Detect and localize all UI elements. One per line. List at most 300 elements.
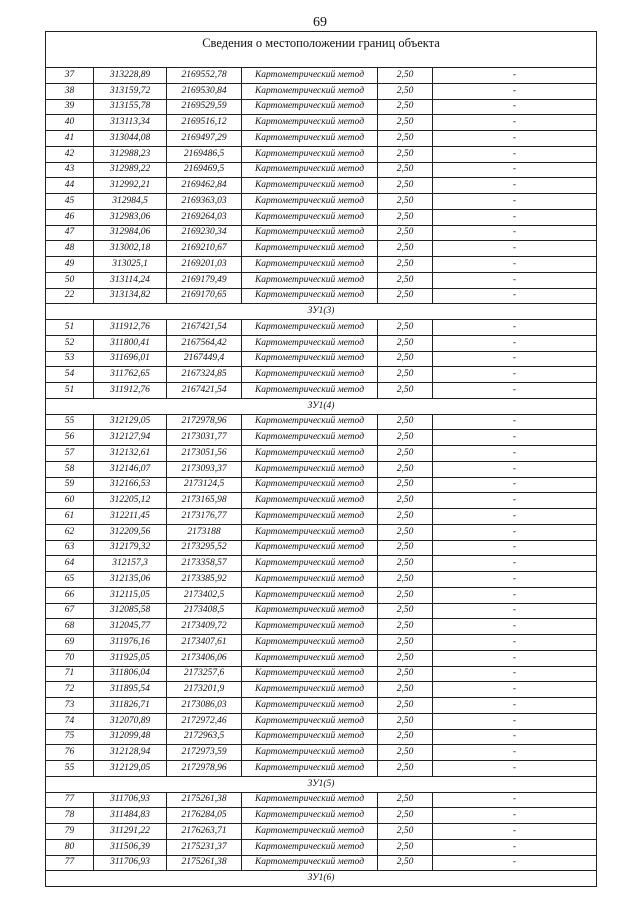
accuracy-cell: 2,50	[378, 855, 433, 871]
method-cell: Картометрический метод	[242, 68, 378, 84]
section-label: ЗУ1(4)	[46, 398, 597, 414]
accuracy-cell: 2,50	[378, 493, 433, 509]
note-cell: -	[433, 745, 597, 761]
coordinate-y-cell: 2173295,52	[167, 540, 242, 556]
coordinate-x-cell: 311762,65	[94, 367, 167, 383]
accuracy-cell: 2,50	[378, 99, 433, 115]
point-number-cell: 67	[46, 603, 94, 619]
accuracy-cell: 2,50	[378, 241, 433, 257]
coordinate-x-cell: 312085,58	[94, 603, 167, 619]
method-cell: Картометрический метод	[242, 540, 378, 556]
note-cell: -	[433, 713, 597, 729]
method-cell: Картометрический метод	[242, 146, 378, 162]
point-number-cell: 55	[46, 761, 94, 777]
method-cell: Картометрический метод	[242, 461, 378, 477]
coordinate-x-cell: 312157,3	[94, 556, 167, 572]
table-row	[46, 351, 597, 367]
note-cell: -	[433, 603, 597, 619]
coordinate-y-cell: 2167421,54	[167, 383, 242, 399]
note-cell: -	[433, 367, 597, 383]
note-cell: -	[433, 619, 597, 635]
note-cell: -	[433, 209, 597, 225]
note-cell: -	[433, 524, 597, 540]
coordinate-x-cell: 312129,05	[94, 414, 167, 430]
method-cell: Картометрический метод	[242, 603, 378, 619]
point-number-cell: 60	[46, 493, 94, 509]
coordinate-x-cell: 312179,32	[94, 540, 167, 556]
coordinate-y-cell: 2169210,67	[167, 241, 242, 257]
note-cell: -	[433, 556, 597, 572]
table-row	[46, 808, 597, 824]
table-row	[46, 619, 597, 635]
accuracy-cell: 2,50	[378, 540, 433, 556]
method-cell: Картометрический метод	[242, 556, 378, 572]
point-number-cell: 80	[46, 839, 94, 855]
coordinate-y-cell: 2169530,84	[167, 83, 242, 99]
table-row	[46, 288, 597, 304]
note-cell: -	[433, 698, 597, 714]
note-cell: -	[433, 272, 597, 288]
coordinate-y-cell: 2167564,42	[167, 335, 242, 351]
coordinate-x-cell: 311800,41	[94, 335, 167, 351]
method-cell: Картометрический метод	[242, 131, 378, 147]
section-row	[46, 871, 597, 887]
method-cell: Картометрический метод	[242, 335, 378, 351]
coordinate-y-cell: 2169363,03	[167, 194, 242, 210]
note-cell: -	[433, 761, 597, 777]
table-row	[46, 68, 597, 84]
accuracy-cell: 2,50	[378, 808, 433, 824]
note-cell: -	[433, 131, 597, 147]
table-row	[46, 194, 597, 210]
point-number-cell: 45	[46, 194, 94, 210]
coordinate-y-cell: 2172972,46	[167, 713, 242, 729]
coordinate-x-cell: 312099,48	[94, 729, 167, 745]
point-number-cell: 66	[46, 587, 94, 603]
method-cell: Картометрический метод	[242, 682, 378, 698]
point-number-cell: 52	[46, 335, 94, 351]
note-cell: -	[433, 257, 597, 273]
section-label: ЗУ1(3)	[46, 304, 597, 320]
section-row	[46, 304, 597, 320]
coordinate-x-cell: 312070,89	[94, 713, 167, 729]
note-cell: -	[433, 178, 597, 194]
coordinate-y-cell: 2173031,77	[167, 430, 242, 446]
point-number-cell: 68	[46, 619, 94, 635]
table-row	[46, 824, 597, 840]
accuracy-cell: 2,50	[378, 461, 433, 477]
accuracy-cell: 2,50	[378, 351, 433, 367]
coordinate-y-cell: 2176284,05	[167, 808, 242, 824]
accuracy-cell: 2,50	[378, 587, 433, 603]
point-number-cell: 62	[46, 524, 94, 540]
section-label: ЗУ1(6)	[46, 871, 597, 887]
method-cell: Картометрический метод	[242, 745, 378, 761]
coordinate-y-cell: 2173201,9	[167, 682, 242, 698]
coordinate-x-cell: 311706,93	[94, 792, 167, 808]
coordinate-x-cell: 311976,16	[94, 635, 167, 651]
table-row	[46, 430, 597, 446]
coordinate-x-cell: 311484,83	[94, 808, 167, 824]
coordinate-y-cell: 2169179,49	[167, 272, 242, 288]
method-cell: Картометрический метод	[242, 855, 378, 871]
coordinate-x-cell: 311895,54	[94, 682, 167, 698]
section-row	[46, 776, 597, 792]
point-number-cell: 53	[46, 351, 94, 367]
accuracy-cell: 2,50	[378, 792, 433, 808]
accuracy-cell: 2,50	[378, 666, 433, 682]
coordinate-y-cell: 2169469,5	[167, 162, 242, 178]
method-cell: Картометрический метод	[242, 320, 378, 336]
note-cell: -	[433, 461, 597, 477]
table-row	[46, 146, 597, 162]
note-cell: -	[433, 68, 597, 84]
table-row	[46, 320, 597, 336]
note-cell: -	[433, 839, 597, 855]
table-row	[46, 540, 597, 556]
boundary-coordinates-table	[45, 31, 597, 887]
method-cell: Картометрический метод	[242, 272, 378, 288]
coordinate-x-cell: 312127,94	[94, 430, 167, 446]
section-label: ЗУ1(5)	[46, 776, 597, 792]
coordinate-y-cell: 2175261,38	[167, 792, 242, 808]
point-number-cell: 37	[46, 68, 94, 84]
accuracy-cell: 2,50	[378, 146, 433, 162]
coordinate-y-cell: 2169552,78	[167, 68, 242, 84]
method-cell: Картометрический метод	[242, 257, 378, 273]
accuracy-cell: 2,50	[378, 430, 433, 446]
coordinate-y-cell: 2169529,59	[167, 99, 242, 115]
table-row	[46, 367, 597, 383]
accuracy-cell: 2,50	[378, 572, 433, 588]
note-cell: -	[433, 162, 597, 178]
coordinate-y-cell: 2173051,56	[167, 446, 242, 462]
note-cell: -	[433, 855, 597, 871]
table-row	[46, 682, 597, 698]
accuracy-cell: 2,50	[378, 839, 433, 855]
point-number-cell: 46	[46, 209, 94, 225]
point-number-cell: 22	[46, 288, 94, 304]
coordinate-x-cell: 311912,76	[94, 383, 167, 399]
coordinate-y-cell: 2173124,5	[167, 477, 242, 493]
point-number-cell: 41	[46, 131, 94, 147]
point-number-cell: 69	[46, 635, 94, 651]
note-cell: -	[433, 383, 597, 399]
table-row	[46, 115, 597, 131]
coordinate-y-cell: 2175261,38	[167, 855, 242, 871]
accuracy-cell: 2,50	[378, 225, 433, 241]
coordinate-x-cell: 313134,82	[94, 288, 167, 304]
coordinate-x-cell: 312146,07	[94, 461, 167, 477]
accuracy-cell: 2,50	[378, 83, 433, 99]
method-cell: Картометрический метод	[242, 808, 378, 824]
accuracy-cell: 2,50	[378, 509, 433, 525]
coordinate-y-cell: 2173176,77	[167, 509, 242, 525]
coordinate-y-cell: 2173406,06	[167, 650, 242, 666]
accuracy-cell: 2,50	[378, 288, 433, 304]
method-cell: Картометрический метод	[242, 698, 378, 714]
point-number-cell: 58	[46, 461, 94, 477]
point-number-cell: 39	[46, 99, 94, 115]
page-number: 69	[313, 15, 327, 30]
point-number-cell: 50	[46, 272, 94, 288]
coordinate-y-cell: 2169264,03	[167, 209, 242, 225]
table-title: Сведения о местоположении границ объекта	[46, 32, 597, 68]
point-number-cell: 51	[46, 320, 94, 336]
point-number-cell: 75	[46, 729, 94, 745]
coordinate-y-cell: 2176263,71	[167, 824, 242, 840]
coordinate-x-cell: 313002,18	[94, 241, 167, 257]
table-row	[46, 666, 597, 682]
point-number-cell: 43	[46, 162, 94, 178]
point-number-cell: 42	[46, 146, 94, 162]
method-cell: Картометрический метод	[242, 162, 378, 178]
coordinate-y-cell: 2173407,61	[167, 635, 242, 651]
coordinate-y-cell: 2172963,5	[167, 729, 242, 745]
coordinate-x-cell: 312129,05	[94, 761, 167, 777]
note-cell: -	[433, 430, 597, 446]
note-cell: -	[433, 146, 597, 162]
point-number-cell: 48	[46, 241, 94, 257]
table-row	[46, 477, 597, 493]
note-cell: -	[433, 666, 597, 682]
table-row	[46, 761, 597, 777]
accuracy-cell: 2,50	[378, 414, 433, 430]
method-cell: Картометрический метод	[242, 509, 378, 525]
point-number-cell: 64	[46, 556, 94, 572]
coordinate-x-cell: 312992,21	[94, 178, 167, 194]
point-number-cell: 55	[46, 414, 94, 430]
table-row	[46, 414, 597, 430]
accuracy-cell: 2,50	[378, 194, 433, 210]
table-row	[46, 635, 597, 651]
coordinate-y-cell: 2173086,03	[167, 698, 242, 714]
method-cell: Картометрический метод	[242, 225, 378, 241]
point-number-cell: 70	[46, 650, 94, 666]
table-row	[46, 572, 597, 588]
table-row	[46, 83, 597, 99]
point-number-cell: 71	[46, 666, 94, 682]
table-title-row	[46, 32, 597, 68]
method-cell: Картометрический метод	[242, 367, 378, 383]
note-cell: -	[433, 650, 597, 666]
note-cell: -	[433, 225, 597, 241]
table-row	[46, 446, 597, 462]
coordinate-x-cell: 311806,04	[94, 666, 167, 682]
method-cell: Картометрический метод	[242, 477, 378, 493]
note-cell: -	[433, 99, 597, 115]
accuracy-cell: 2,50	[378, 162, 433, 178]
table-row	[46, 745, 597, 761]
note-cell: -	[433, 414, 597, 430]
coordinate-y-cell: 2169497,29	[167, 131, 242, 147]
point-number-cell: 76	[46, 745, 94, 761]
point-number-cell: 79	[46, 824, 94, 840]
point-number-cell: 77	[46, 792, 94, 808]
method-cell: Картометрический метод	[242, 241, 378, 257]
table-row	[46, 792, 597, 808]
coordinate-x-cell: 312135,06	[94, 572, 167, 588]
accuracy-cell: 2,50	[378, 556, 433, 572]
table-row	[46, 162, 597, 178]
coordinate-x-cell: 312132,61	[94, 446, 167, 462]
coordinate-y-cell: 2173093,37	[167, 461, 242, 477]
coordinate-x-cell: 311912,76	[94, 320, 167, 336]
method-cell: Картометрический метод	[242, 351, 378, 367]
point-number-cell: 44	[46, 178, 94, 194]
note-cell: -	[433, 493, 597, 509]
note-cell: -	[433, 635, 597, 651]
table-row	[46, 383, 597, 399]
coordinate-y-cell: 2169516,12	[167, 115, 242, 131]
table-row	[46, 603, 597, 619]
coordinate-x-cell: 312211,45	[94, 509, 167, 525]
note-cell: -	[433, 587, 597, 603]
point-number-cell: 57	[46, 446, 94, 462]
coordinate-x-cell: 312166,53	[94, 477, 167, 493]
point-number-cell: 72	[46, 682, 94, 698]
method-cell: Картометрический метод	[242, 713, 378, 729]
accuracy-cell: 2,50	[378, 209, 433, 225]
method-cell: Картометрический метод	[242, 761, 378, 777]
method-cell: Картометрический метод	[242, 729, 378, 745]
method-cell: Картометрический метод	[242, 288, 378, 304]
point-number-cell: 78	[46, 808, 94, 824]
coordinate-y-cell: 2173358,57	[167, 556, 242, 572]
coordinate-y-cell: 2173165,98	[167, 493, 242, 509]
point-number-cell: 40	[46, 115, 94, 131]
table-row	[46, 131, 597, 147]
coordinate-y-cell: 2173257,6	[167, 666, 242, 682]
method-cell: Картометрический метод	[242, 572, 378, 588]
coordinate-x-cell: 312205,12	[94, 493, 167, 509]
point-number-cell: 56	[46, 430, 94, 446]
point-number-cell: 65	[46, 572, 94, 588]
coordinate-x-cell: 311696,01	[94, 351, 167, 367]
accuracy-cell: 2,50	[378, 320, 433, 336]
method-cell: Картометрический метод	[242, 524, 378, 540]
point-number-cell: 74	[46, 713, 94, 729]
note-cell: -	[433, 446, 597, 462]
accuracy-cell: 2,50	[378, 477, 433, 493]
note-cell: -	[433, 682, 597, 698]
table-row	[46, 241, 597, 257]
table-row	[46, 178, 597, 194]
coordinate-y-cell: 2167449,4	[167, 351, 242, 367]
method-cell: Картометрический метод	[242, 792, 378, 808]
accuracy-cell: 2,50	[378, 824, 433, 840]
note-cell: -	[433, 320, 597, 336]
coordinate-x-cell: 312984,5	[94, 194, 167, 210]
note-cell: -	[433, 572, 597, 588]
accuracy-cell: 2,50	[378, 682, 433, 698]
method-cell: Картометрический метод	[242, 587, 378, 603]
note-cell: -	[433, 335, 597, 351]
coordinate-x-cell: 311291,22	[94, 824, 167, 840]
accuracy-cell: 2,50	[378, 335, 433, 351]
accuracy-cell: 2,50	[378, 178, 433, 194]
accuracy-cell: 2,50	[378, 257, 433, 273]
coordinate-y-cell: 2169201,03	[167, 257, 242, 273]
method-cell: Картометрический метод	[242, 115, 378, 131]
accuracy-cell: 2,50	[378, 68, 433, 84]
note-cell: -	[433, 792, 597, 808]
method-cell: Картометрический метод	[242, 824, 378, 840]
method-cell: Картометрический метод	[242, 635, 378, 651]
coordinate-x-cell: 311925,05	[94, 650, 167, 666]
coordinate-x-cell: 313114,24	[94, 272, 167, 288]
accuracy-cell: 2,50	[378, 272, 433, 288]
method-cell: Картометрический метод	[242, 414, 378, 430]
accuracy-cell: 2,50	[378, 115, 433, 131]
coordinate-x-cell: 312115,05	[94, 587, 167, 603]
coordinate-y-cell: 2167421,54	[167, 320, 242, 336]
note-cell: -	[433, 241, 597, 257]
section-row	[46, 398, 597, 414]
point-number-cell: 54	[46, 367, 94, 383]
point-number-cell: 38	[46, 83, 94, 99]
table-row	[46, 99, 597, 115]
point-number-cell: 73	[46, 698, 94, 714]
method-cell: Картометрический метод	[242, 666, 378, 682]
method-cell: Картометрический метод	[242, 194, 378, 210]
note-cell: -	[433, 824, 597, 840]
table-row	[46, 225, 597, 241]
table-row	[46, 272, 597, 288]
table-row	[46, 209, 597, 225]
table-row	[46, 587, 597, 603]
coordinate-x-cell: 311706,93	[94, 855, 167, 871]
accuracy-cell: 2,50	[378, 367, 433, 383]
note-cell: -	[433, 115, 597, 131]
accuracy-cell: 2,50	[378, 603, 433, 619]
point-number-cell: 61	[46, 509, 94, 525]
table-row	[46, 335, 597, 351]
accuracy-cell: 2,50	[378, 619, 433, 635]
coordinate-y-cell: 2169230,34	[167, 225, 242, 241]
note-cell: -	[433, 288, 597, 304]
coordinate-y-cell: 2167324,85	[167, 367, 242, 383]
method-cell: Картометрический метод	[242, 209, 378, 225]
coordinate-y-cell: 2169486,5	[167, 146, 242, 162]
coordinate-y-cell: 2172978,96	[167, 414, 242, 430]
coordinate-y-cell: 2172978,96	[167, 761, 242, 777]
coordinate-x-cell: 312983,06	[94, 209, 167, 225]
method-cell: Картометрический метод	[242, 383, 378, 399]
table-row	[46, 650, 597, 666]
method-cell: Картометрический метод	[242, 178, 378, 194]
coordinate-y-cell: 2173408,5	[167, 603, 242, 619]
table-row	[46, 698, 597, 714]
accuracy-cell: 2,50	[378, 745, 433, 761]
method-cell: Картометрический метод	[242, 650, 378, 666]
coordinate-x-cell: 313155,78	[94, 99, 167, 115]
accuracy-cell: 2,50	[378, 713, 433, 729]
table-row	[46, 257, 597, 273]
method-cell: Картометрический метод	[242, 493, 378, 509]
point-number-cell: 59	[46, 477, 94, 493]
point-number-cell: 47	[46, 225, 94, 241]
coordinate-y-cell: 2173385,92	[167, 572, 242, 588]
table-row	[46, 729, 597, 745]
note-cell: -	[433, 509, 597, 525]
method-cell: Картометрический метод	[242, 99, 378, 115]
accuracy-cell: 2,50	[378, 698, 433, 714]
coordinate-x-cell: 312209,56	[94, 524, 167, 540]
note-cell: -	[433, 351, 597, 367]
coordinate-x-cell: 313025,1	[94, 257, 167, 273]
method-cell: Картометрический метод	[242, 446, 378, 462]
